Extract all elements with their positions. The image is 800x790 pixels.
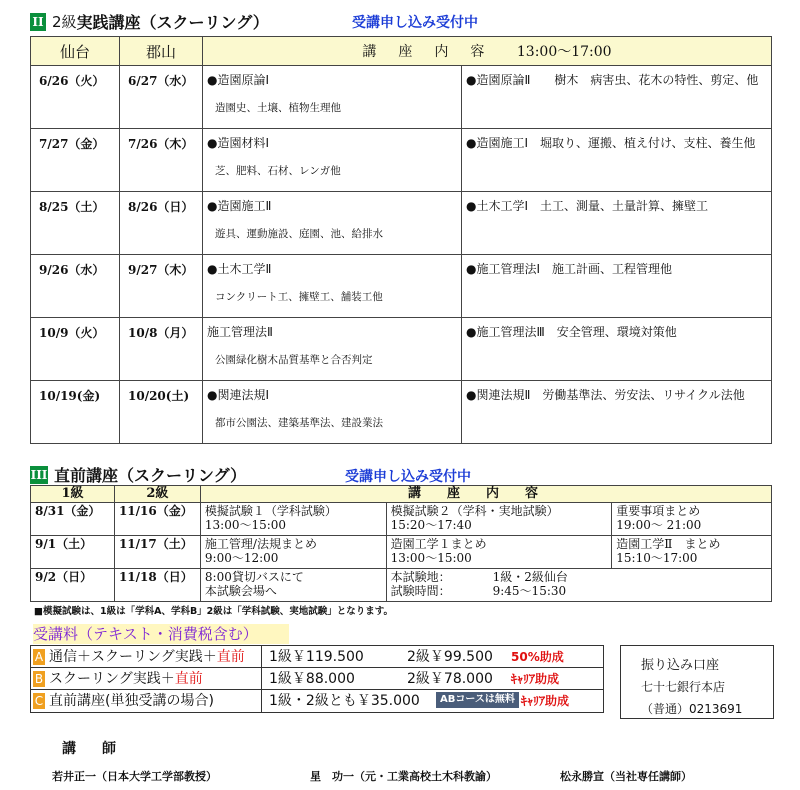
exam-note: ■模擬試験は、1級は「学科A、学科B」2級は「学科試験、実地試験」となります。: [34, 606, 394, 617]
session-time: 試験時間： 9:45～15:30: [390, 584, 567, 598]
course-letter-badge: C: [34, 694, 44, 708]
koriyama-date: 10/8（月）: [120, 318, 203, 381]
section-2-accept: 受講申し込み受付中: [352, 15, 478, 31]
practical-course-table: [30, 36, 772, 444]
course-left-title: ●造園原論Ⅰ: [207, 73, 270, 87]
session-cell: [200, 569, 386, 602]
session-time: 19:00～ 21:00: [616, 518, 702, 532]
fee-course-label: [31, 646, 262, 668]
course-left-detail: 公園緑化樹木品質基準と合否判定: [215, 354, 373, 366]
fee-price-grade-1: 1級￥88.000: [269, 671, 355, 687]
course-right-title: ●関連法規Ⅱ 労働基準法、労安法、リサイクル法他: [466, 388, 745, 402]
instructors-title: 講 師: [62, 741, 122, 757]
section-3-title: 直前講座（スクーリング）: [54, 466, 247, 485]
course-right: [462, 129, 772, 192]
session-cell: [386, 569, 771, 602]
session-time: 15:10～17:00: [616, 551, 698, 565]
session-title: 8:00貸切バスにて: [204, 570, 304, 584]
course-right-title: ●造園施工Ⅰ 堀取り、運搬、植え付け、支柱、養生他: [466, 136, 756, 150]
fee-row-b: [31, 668, 603, 690]
sendai-date: 7/27（金）: [31, 129, 120, 192]
session-time: 15:20～17:40: [390, 518, 472, 532]
table-row: [31, 569, 772, 602]
table-row: [31, 318, 772, 381]
fee-course-name-highlight: 直前: [216, 649, 245, 665]
course-right: [462, 318, 772, 381]
subsidy-label: ｷｬﾘｱ助成: [511, 672, 560, 686]
session-cell: [200, 536, 386, 569]
session-time: 13:00～15:00: [204, 518, 287, 532]
fee-title: 受講料（テキスト・消費税含む）: [33, 624, 289, 644]
course-right-title: ●施工管理法Ⅲ 安全管理、環境対策他: [466, 325, 677, 339]
session-time: 本試験会場へ: [204, 584, 277, 598]
course-left: [203, 129, 462, 192]
session-cell: [200, 503, 386, 536]
section-2-heading: [30, 10, 269, 33]
grade-2-date: 11/16（金）: [114, 503, 200, 536]
course-left-detail: 遊具、運動施設、庭園、池、給排水: [215, 228, 383, 240]
section-3-roman: III: [30, 467, 48, 482]
final-course-table: [30, 485, 772, 602]
koriyama-date: 8/26（日）: [120, 192, 203, 255]
session-time: 9:00～12:00: [204, 551, 279, 565]
koriyama-date: 10/20(土): [120, 381, 203, 444]
fee-table: [30, 645, 604, 713]
section-2-grade: 2級: [52, 13, 77, 31]
ab-course-free-badge: ABコースは無料: [436, 692, 519, 708]
session-title: 模擬試験１（学科試験）: [204, 504, 337, 518]
course-right-title: ●造園原論Ⅱ 樹木 病害虫、花木の特性、剪定、他: [466, 73, 759, 87]
koriyama-date: 9/27（木）: [120, 255, 203, 318]
session-cell: [612, 536, 772, 569]
fee-row-c: [31, 690, 603, 712]
course-left-title: ●造園材料Ⅰ: [207, 136, 270, 150]
sendai-date: 8/25（土）: [31, 192, 120, 255]
table-row: [31, 381, 772, 444]
session-cell: [386, 536, 612, 569]
course-left: [203, 381, 462, 444]
course-left-detail: 芝、肥料、石材、レンガ他: [215, 165, 341, 177]
header-course-label: 講 座 内 容: [362, 44, 489, 60]
header-time: 13:00～17:00: [516, 44, 612, 60]
fee-course-name: スクーリング実践＋: [49, 671, 175, 687]
instructor-3: 松永勝宣（当社専任講師）: [560, 770, 692, 783]
course-letter-badge: B: [34, 672, 44, 686]
session-title: 重要事項まとめ: [616, 504, 701, 518]
course-left-title: ●土木工学Ⅱ: [207, 262, 272, 276]
header-grade-2: 2級: [114, 486, 200, 503]
session-cell: [612, 503, 772, 536]
fee-course-name-highlight: 直前: [174, 671, 203, 687]
table-row: [31, 66, 772, 129]
table-row: [31, 503, 772, 536]
instructor-2: 星 功一（元・工業高校土木科教諭）: [310, 770, 497, 783]
session-time: 13:00～15:00: [390, 551, 472, 565]
fee-course-name: 通信＋スクーリング実践＋: [49, 649, 217, 665]
table-row: [31, 129, 772, 192]
course-right-title: ●土木工学Ⅰ 土工、測量、土量計算、擁壁工: [466, 199, 709, 213]
fee-course-label: [31, 668, 262, 690]
section-2-roman: II: [30, 13, 46, 31]
fee-price-grade-1: 1級・2級とも￥35.000: [269, 693, 420, 709]
course-left: [203, 192, 462, 255]
table-header: [31, 486, 772, 503]
bank-name: 七十七銀行本店: [641, 680, 726, 694]
session-title: 造園工学１まとめ: [390, 537, 487, 551]
course-left-title: ●関連法規Ⅰ: [207, 388, 270, 402]
sendai-date: 9/26（水）: [31, 255, 120, 318]
course-left-title: 施工管理法Ⅱ: [207, 325, 273, 339]
koriyama-date: 7/26（木）: [120, 129, 203, 192]
course-right: [462, 192, 772, 255]
header-sendai: 仙台: [31, 37, 120, 66]
grade-1-date: 9/2（日）: [31, 569, 115, 602]
course-left-detail: 造園史、土壌、植物生理他: [215, 102, 341, 114]
session-title: 模擬試験２（学科・実地試験）: [390, 504, 559, 518]
bank-account-box: [620, 645, 774, 719]
course-left: [203, 66, 462, 129]
subsidy-label: 50%助成: [511, 650, 564, 664]
course-right: [462, 66, 772, 129]
sendai-date: 10/19(金): [31, 381, 120, 444]
bank-title: 振り込み口座: [641, 658, 720, 673]
course-right: [462, 255, 772, 318]
section-3-heading: [30, 463, 246, 486]
grade-2-date: 11/18（日）: [114, 569, 200, 602]
fee-course-name: 直前講座(単独受講の場合): [49, 693, 214, 709]
header-course: 講座内容: [200, 486, 771, 503]
course-right: [462, 381, 772, 444]
sendai-date: 10/9（火）: [31, 318, 120, 381]
fee-course-label: [31, 690, 262, 712]
table-row: [31, 536, 772, 569]
fee-price-grade-2: 2級￥99.500: [407, 649, 493, 665]
fee-price-grade-2: 2級￥78.000: [407, 671, 493, 687]
course-left: [203, 255, 462, 318]
course-right-title: ●施工管理法Ⅰ 施工計画、工程管理他: [466, 262, 673, 276]
table-header: [31, 37, 772, 66]
koriyama-date: 6/27（水）: [120, 66, 203, 129]
grade-1-date: 9/1（土）: [31, 536, 115, 569]
session-title: 施工管理/法規まとめ: [204, 537, 317, 551]
table-row: [31, 192, 772, 255]
header-course: [203, 37, 772, 66]
bank-account: （普通）0213691: [641, 702, 743, 716]
course-letter-badge: A: [34, 650, 44, 664]
header-koriyama: 郡山: [120, 37, 203, 66]
subsidy-label: ｷｬﾘｱ助成: [521, 694, 570, 708]
section-3-accept: 受講申し込み受付中: [345, 469, 471, 485]
table-row: [31, 255, 772, 318]
session-title: 本試験地： 1級・2級仙台: [390, 570, 568, 584]
section-2-title: 実践講座（スクーリング）: [76, 13, 269, 32]
header-grade-1: 1級: [31, 486, 115, 503]
course-left-detail: 都市公園法、建築基準法、建設業法: [215, 417, 383, 429]
grade-1-date: 8/31（金）: [31, 503, 115, 536]
grade-2-date: 11/17（土）: [114, 536, 200, 569]
session-title: 造園工学Ⅱ まとめ: [616, 537, 721, 551]
course-left-title: ●造園施工Ⅱ: [207, 199, 272, 213]
course-left-detail: コンクリート工、擁壁工、舗装工他: [215, 291, 383, 303]
sendai-date: 6/26（火）: [31, 66, 120, 129]
session-cell: [386, 503, 612, 536]
fee-price-grade-1: 1級￥119.500: [269, 649, 364, 665]
fee-row-a: [31, 646, 603, 668]
course-left: [203, 318, 462, 381]
instructor-1: 若井正一（日本大学工学部教授）: [52, 770, 217, 783]
